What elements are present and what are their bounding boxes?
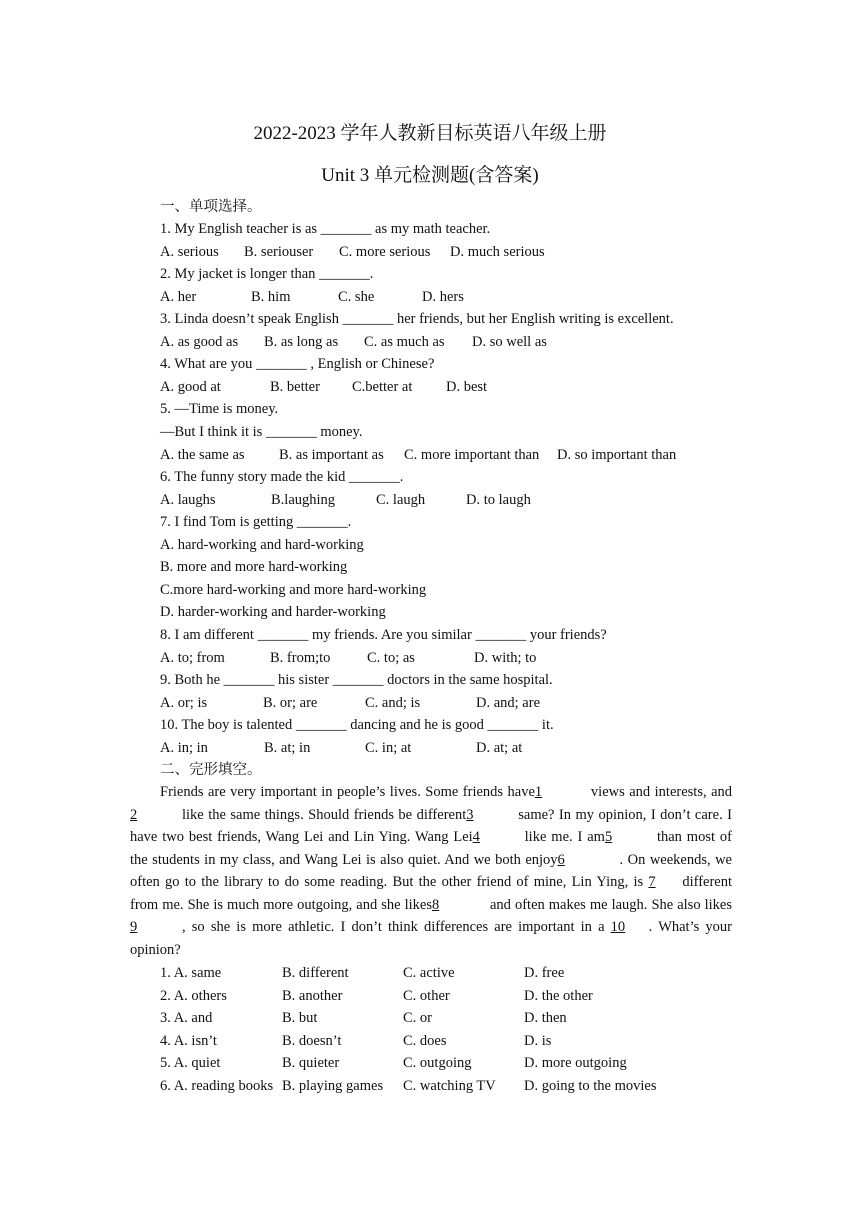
cloze-2-option-b: B. another xyxy=(282,988,343,1004)
document-subtitle: Unit 3 单元检测题(含答案) xyxy=(321,165,539,186)
q7-option-c: C.more hard-working and more hard-working xyxy=(160,582,427,598)
cloze-4-option-b: B. doesn’t xyxy=(282,1033,342,1049)
cloze-6-option-d: D. going to the movies xyxy=(524,1078,657,1094)
question-2: 2. My jacket is longer than _______. xyxy=(160,266,374,282)
q8-option-c: C. to; as xyxy=(367,650,415,666)
q1-option-c: C. more serious xyxy=(339,244,431,260)
passage-text: different from me. She is much more outgoing, and she likes xyxy=(130,874,733,913)
q6-option-c: C. laugh xyxy=(376,492,426,508)
blank-5: 5 xyxy=(604,829,613,845)
blank-8: 8 xyxy=(432,896,440,913)
q5-option-b: B. as important as xyxy=(279,447,384,463)
cloze-5-option-c: C. outgoing xyxy=(403,1055,472,1071)
document-title: 2022-2023 学年人教新目标英语八年级上册 xyxy=(253,123,607,144)
q5-option-d: D. so important than xyxy=(557,447,677,463)
q10-option-d: D. at; at xyxy=(476,740,523,756)
q6-option-d: D. to laugh xyxy=(466,492,531,508)
passage-text: views and interests, and xyxy=(590,784,732,800)
q2-option-a: A. her xyxy=(160,289,197,305)
q10-option-c: C. in; at xyxy=(365,740,412,756)
q3-option-c: C. as much as xyxy=(364,334,445,350)
cloze-3-option-d: D. then xyxy=(524,1010,567,1026)
cloze-2-option-d: D. the other xyxy=(524,988,593,1004)
cloze-passage xyxy=(130,781,732,961)
passage-text: same? In my opinion, I don’t care. I have two best friends, Wang Lei and Lin Ying. Wang Lei xyxy=(130,806,732,845)
q6-option-a: A. laughs xyxy=(160,492,216,508)
q9-option-d: D. and; are xyxy=(476,695,541,711)
cloze-6-option-c: C. watching TV xyxy=(403,1078,496,1094)
q8-option-d: D. with; to xyxy=(474,650,537,666)
q2-option-d: D. hers xyxy=(422,289,464,305)
question-5: 5. —Time is money. xyxy=(160,401,279,417)
passage-text: , so she is more athletic. I don’t think differences are important in a xyxy=(182,919,605,935)
q2-option-b: B. him xyxy=(251,289,291,305)
passage-text: Friends are very important in people’s lives. Some friends have xyxy=(160,784,535,800)
q9-option-c: C. and; is xyxy=(365,695,421,711)
cloze-4-option-a: 4. A. isn’t xyxy=(160,1033,217,1049)
cloze-3-option-c: C. or xyxy=(403,1010,432,1026)
cloze-5-option-d: D. more outgoing xyxy=(524,1055,627,1071)
q1-option-b: B. seriouser xyxy=(244,244,314,260)
q3-option-d: D. so well as xyxy=(472,334,547,350)
blank-10: 10 xyxy=(610,919,626,935)
blank-2: 2 xyxy=(130,806,138,823)
q10-option-a: A. in; in xyxy=(160,740,208,756)
q7-option-a: A. hard-working and hard-working xyxy=(160,537,364,553)
question-8: 8. I am different _______ my friends. Are you similar _______ your friends? xyxy=(160,627,607,643)
question-4: 4. What are you _______ , English or Chinese? xyxy=(160,356,435,372)
q4-option-a: A. good at xyxy=(160,379,221,395)
section-heading-multiple-choice: 一、单项选择。 xyxy=(160,199,262,215)
q9-option-a: A. or; is xyxy=(160,695,208,711)
q1-option-d: D. much serious xyxy=(450,244,545,260)
cloze-6-option-a: 6. A. reading books xyxy=(160,1078,274,1094)
q2-option-c: C. she xyxy=(338,289,375,305)
q5-option-a: A. the same as xyxy=(160,447,245,463)
question-3: 3. Linda doesn’t speak English _______ her friends, but her English writing is excellent. xyxy=(160,311,674,327)
cloze-1-option-b: B. different xyxy=(282,965,349,981)
cloze-1-option-d: D. free xyxy=(524,965,565,981)
q4-option-c: C.better at xyxy=(352,379,413,395)
cloze-2-option-c: C. other xyxy=(403,988,450,1004)
passage-text: . On weekends, we often go to the library to do some reading. But the other friend of mine, Lin Ying, is xyxy=(130,851,732,890)
passage-text: like me. I am xyxy=(524,829,605,845)
cloze-3-option-b: B. but xyxy=(282,1010,318,1026)
cloze-4-option-c: C. does xyxy=(403,1033,447,1049)
blank-4: 4 xyxy=(472,829,480,845)
question-1: 1. My English teacher is as _______ as my math teacher. xyxy=(160,221,491,237)
cloze-1-option-c: C. active xyxy=(403,965,455,981)
q6-option-b: B.laughing xyxy=(271,492,336,508)
blank-7: 7 xyxy=(648,874,656,890)
passage-text: like the same things. Should friends be different xyxy=(182,806,467,823)
q4-option-b: B. better xyxy=(270,379,320,395)
cloze-5-option-b: B. quieter xyxy=(282,1055,340,1071)
cloze-6-option-b: B. playing games xyxy=(282,1078,384,1094)
q7-option-b: B. more and more hard-working xyxy=(160,559,348,575)
passage-text: and often makes me laugh. She also likes xyxy=(490,896,732,913)
cloze-4-option-d: D. is xyxy=(524,1033,552,1049)
cloze-5-option-a: 5. A. quiet xyxy=(160,1055,221,1071)
question-7: 7. I find Tom is getting _______. xyxy=(160,514,352,530)
question-10: 10. The boy is talented _______ dancing and he is good _______ it. xyxy=(160,717,554,733)
cloze-1-option-a: 1. A. same xyxy=(160,965,222,981)
q3-option-a: A. as good as xyxy=(160,334,239,350)
q5-option-c: C. more important than xyxy=(404,447,540,463)
q9-option-b: B. or; are xyxy=(263,695,318,711)
blank-1: 1 xyxy=(534,784,543,800)
passage-text: . What’s your opinion? xyxy=(130,919,732,958)
cloze-3-option-a: 3. A. and xyxy=(160,1010,213,1026)
question-9: 9. Both he _______ his sister _______ doctors in the same hospital. xyxy=(160,672,553,688)
question-5-reply: —But I think it is _______ money. xyxy=(160,424,363,440)
passage-text: than most of the students in my class, and Wang Lei is also quiet. And we both enjoy xyxy=(130,829,732,868)
blank-3: 3 xyxy=(466,806,474,823)
q1-option-a: A. serious xyxy=(160,244,219,260)
q10-option-b: B. at; in xyxy=(264,740,311,756)
q7-option-d: D. harder-working and harder-working xyxy=(160,604,386,620)
cloze-2-option-a: 2. A. others xyxy=(160,988,227,1004)
q8-option-b: B. from;to xyxy=(270,650,331,666)
q3-option-b: B. as long as xyxy=(264,334,339,350)
blank-6: 6 xyxy=(557,851,565,868)
section-heading-cloze: 二、完形填空。 xyxy=(160,762,262,778)
q8-option-a: A. to; from xyxy=(160,650,225,666)
blank-9: 9 xyxy=(130,919,138,935)
q4-option-d: D. best xyxy=(446,379,488,395)
question-6: 6. The funny story made the kid _______. xyxy=(160,469,404,485)
